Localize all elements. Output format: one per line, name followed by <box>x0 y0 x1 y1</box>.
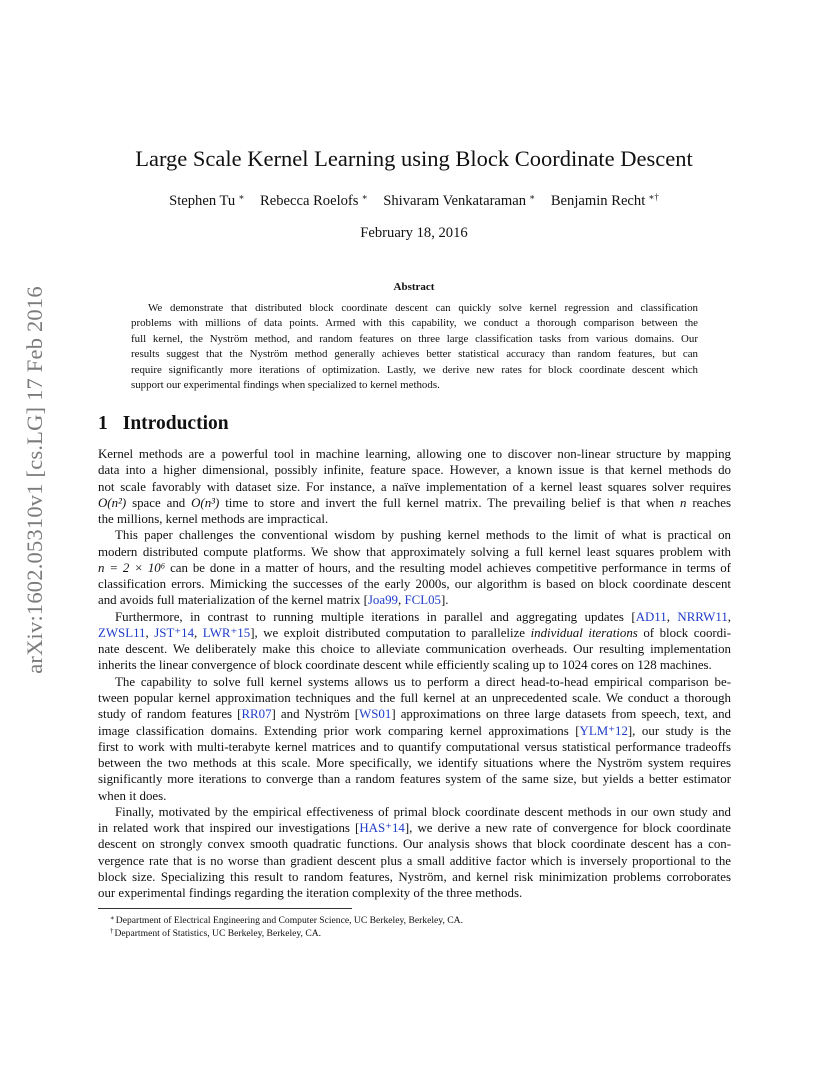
abstract-line: full kernel, the Nyström method, and random features on three large classification tasks from various domains. Our <box>131 332 698 345</box>
section-title: Introduction <box>122 413 229 434</box>
emphasis-text: individual iterations <box>530 625 638 640</box>
paper-title: Large Scale Kernel Learning using Block Coordinate Descent <box>135 146 693 171</box>
body-line: first to work with multi-terabyte kernel matrices and to quantify computational versus statistical performance tradeoffs <box>98 739 731 754</box>
abstract-line: require significantly more iterations of optimization. Lastly, we derive new rates for block coordinate descent which <box>131 363 698 376</box>
author-list <box>0 192 828 210</box>
body-line: Kernel methods are a powerful tool in machine learning, allowing one to discover non-linear structure by mapping <box>98 447 731 461</box>
footnote: †Department of Statistics, UC Berkeley, Berkeley, CA. <box>110 927 322 939</box>
introduction-body <box>98 446 731 901</box>
citation-link[interactable]: Joa99 <box>367 593 398 608</box>
arxiv-identifier: arXiv:1602.05310v1 [cs.LG] 17 Feb 2016 <box>22 286 47 674</box>
citation-link[interactable]: LWR⁺15 <box>202 625 251 640</box>
author: Shivaram Venkataraman ∗ <box>383 192 536 209</box>
math-expression: n = 2 × 10⁶ <box>98 560 166 575</box>
abstract-line: problems with millions of data points. Armed with this capability, we conduct a thorough comparison between the <box>131 317 698 330</box>
citation-link[interactable]: JST⁺14 <box>154 625 195 640</box>
body-line: ZWSL11, JST⁺14, LWR⁺15], we exploit distributed computation to parallelize individual iterations of block coordi- <box>98 625 731 640</box>
body-line: descent on strongly convex smooth quadratic functions. Our analysis shows that block coordinate descent has a con- <box>98 837 731 852</box>
abstract-heading: Abstract <box>393 281 435 293</box>
arxiv-sidebar <box>22 287 48 673</box>
citation-link[interactable]: YLM⁺12 <box>579 723 628 738</box>
section-number: 1 <box>98 413 108 434</box>
body-line: vergence rate that is no worse than gradient descent plus a small additive factor which is inversely proportional to the <box>98 853 731 868</box>
abstract-body <box>131 301 698 393</box>
body-line: not scale favorably with dataset size. For instance, a naïve implementation of a kernel least squares solver requires <box>98 479 731 494</box>
author: Benjamin Recht ∗† <box>550 192 659 209</box>
body-line: study of random features [RR07] and Nyström [WS01] approximations on three large datasets from speech, text, and <box>98 707 732 722</box>
body-line: and avoids full materialization of the kernel matrix [Joa99, FCL05]. <box>98 593 449 608</box>
body-line: inherits the linear convergence of block coordinate descent while efficiently scaling up to 1024 cores on 128 machines. <box>98 658 712 673</box>
citation-link[interactable]: AD11 <box>635 609 667 624</box>
section-heading <box>98 413 229 435</box>
body-line: image classification domains. Extending prior work comparing kernel approximations [YLM⁺12], our study is the <box>98 723 731 738</box>
math-expression: n <box>680 495 687 510</box>
body-line: when it does. <box>98 788 167 803</box>
body-line: between the two methods at this scale. More specifically, we identify situations where the Nyström system requires <box>98 756 731 771</box>
body-line: n = 2 × 10⁶ can be done in a matter of hours, and the resulting model achieves competitive performance in terms of <box>98 560 731 575</box>
citation-link[interactable]: RR07 <box>241 707 272 722</box>
body-line: significantly more iterations to converge than a random features system of the same size, but yields a better estimator <box>98 772 731 787</box>
abstract-line: We demonstrate that distributed block coordinate descent can quickly solve kernel regression and classification <box>148 302 698 314</box>
body-line: nate descent. We deliberately make this choice to alleviate communication overheads. Our resulting implementation <box>98 642 731 657</box>
citation-link[interactable]: FCL05 <box>404 593 441 608</box>
body-line: This paper challenges the conventional wisdom by pushing kernel methods to the limit of what is practical on <box>115 528 731 543</box>
citation-link[interactable]: ZWSL11 <box>98 625 146 640</box>
body-line: classification errors. Mimicking the successes of the early 2000s, our algorithm is based on block coordinate descent <box>98 577 731 592</box>
author: Rebecca Roelofs ∗ <box>260 192 368 209</box>
body-line: Finally, motivated by the empirical effectiveness of primal block coordinate descent methods in our own study and <box>115 804 731 819</box>
author: Stephen Tu ∗ <box>169 192 245 209</box>
body-line: modern distributed compute platforms. We show that approximately solving a full kernel least squares problem with <box>98 544 731 559</box>
body-line: in related work that inspired our investigations [HAS⁺14], we derive a new rate of convergence for block coordinate <box>98 821 731 836</box>
paper-date: February 18, 2016 <box>360 225 468 241</box>
body-line: block size. Specializing this result to random features, Nyström, and kernel risk minimization problems corroborates <box>98 869 731 884</box>
abstract-line: support our experimental findings when specialized to kernel methods. <box>131 378 440 391</box>
citation-link[interactable]: NRRW11 <box>677 609 728 624</box>
body-line: our experimental findings regarding the iteration complexity of the three methods. <box>98 886 523 901</box>
body-line: data into a higher dimensional, possibly infinite, feature space. However, a known issue is that kernel methods do <box>98 463 731 478</box>
abstract-line: results suggest that the Nyström method generally achieves better statistical accuracy than random features, but can <box>131 348 698 361</box>
footnote-divider <box>98 908 352 909</box>
body-line: The capability to solve full kernel systems allows us to perform a direct head-to-head empirical comparison be- <box>115 674 731 689</box>
math-expression: O(n²) <box>98 495 127 510</box>
math-expression: O(n³) <box>191 495 220 510</box>
body-line: O(n²) space and O(n³) time to store and invert the full kernel matrix. The prevailing belief is that when n reaches <box>98 495 731 510</box>
citation-link[interactable]: WS01 <box>359 707 392 722</box>
body-line: tween popular kernel approximation techniques and the full kernel at an unprecedented scale. We conduct a thorough <box>98 690 731 705</box>
body-line: the millions, kernel methods are impractical. <box>98 512 329 527</box>
footnote: ∗Department of Electrical Engineering and Computer Science, UC Berkeley, Berkeley, CA. <box>110 914 463 926</box>
body-line: Furthermore, in contrast to running multiple iterations in parallel and aggregating updates [AD11, NRRW11, <box>115 609 731 624</box>
citation-link[interactable]: HAS⁺14 <box>359 821 405 836</box>
